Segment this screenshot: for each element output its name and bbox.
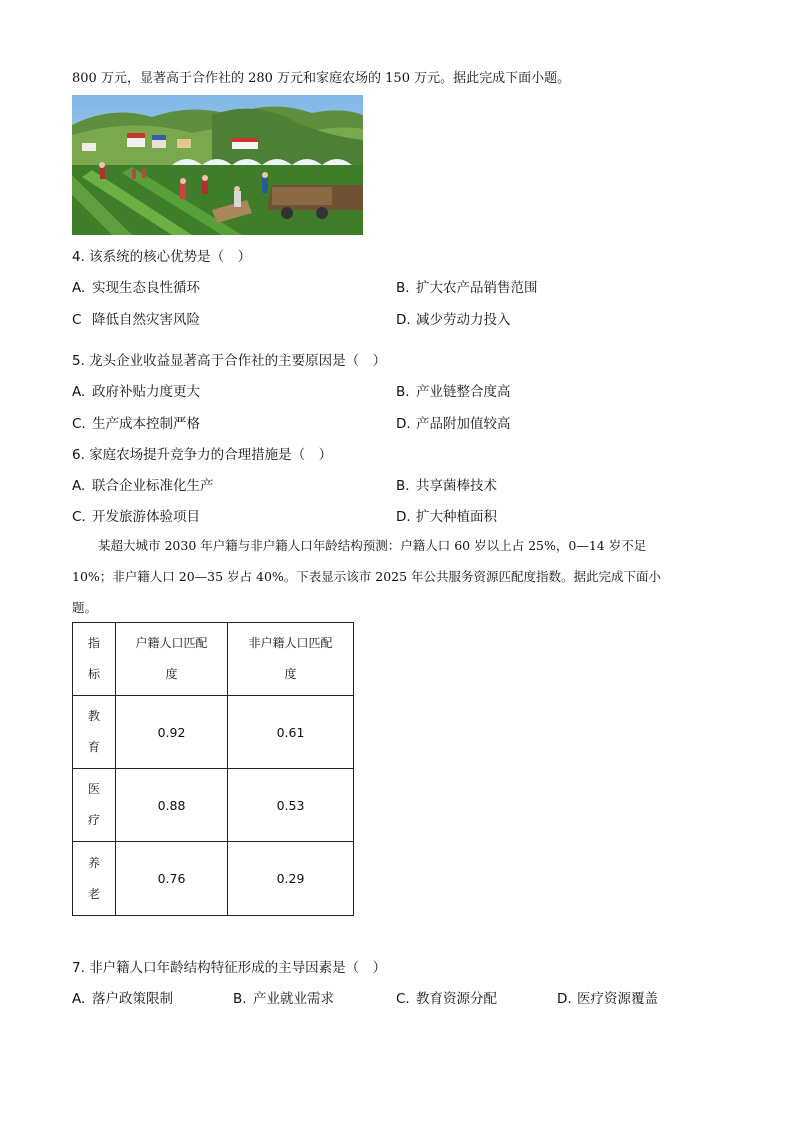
farm-photo bbox=[72, 95, 363, 235]
cell-feihuji: 0.29 bbox=[228, 842, 354, 916]
question-5-stem: 5. 龙头企业收益显著高于合作社的主要原因是（ ） bbox=[72, 353, 387, 369]
table-row bbox=[73, 696, 354, 769]
option-text: 产业链整合度高 bbox=[416, 384, 511, 400]
question-7-stem: 7. 非户籍人口年龄结构特征形成的主导因素是（ ） bbox=[72, 960, 387, 976]
header-cell-huji: 户籍人口匹配 度 bbox=[116, 623, 228, 696]
question-6-option-c[interactable] bbox=[72, 505, 200, 525]
option-text: 扩大种植面积 bbox=[416, 509, 497, 525]
intro-line: 800 万元，显著高于合作社的 280 万元和家庭农场的 150 万元。据此完成下面小题。 bbox=[72, 71, 571, 86]
question-7-option-a[interactable] bbox=[72, 987, 173, 1007]
cell-feihuji: 0.61 bbox=[228, 696, 354, 769]
question-4-option-a[interactable] bbox=[72, 276, 200, 296]
option-key: B. bbox=[396, 280, 410, 296]
cell-feihuji: 0.53 bbox=[228, 769, 354, 842]
question-5-option-a[interactable] bbox=[72, 380, 200, 400]
question-6-stem: 6. 家庭农场提升竞争力的合理措施是（ ） bbox=[72, 447, 333, 463]
row-label: 养 老 bbox=[73, 842, 116, 916]
cell-huji: 0.76 bbox=[116, 842, 228, 916]
option-text: 落户政策限制 bbox=[92, 991, 173, 1007]
option-text: 联合企业标准化生产 bbox=[92, 478, 214, 494]
option-text: 教育资源分配 bbox=[416, 991, 497, 1007]
option-key: A. bbox=[72, 384, 86, 400]
option-text: 减少劳动力投入 bbox=[416, 312, 511, 328]
option-key: C. bbox=[396, 991, 410, 1007]
question-4-option-b[interactable] bbox=[396, 276, 538, 296]
table-row bbox=[73, 769, 354, 842]
question-6-option-d[interactable] bbox=[396, 505, 497, 525]
option-key: D. bbox=[557, 991, 572, 1007]
service-match-table bbox=[72, 622, 354, 916]
option-key: A. bbox=[72, 280, 86, 296]
option-text: 共享菌棒技术 bbox=[416, 478, 497, 494]
question-5-option-b[interactable] bbox=[396, 380, 511, 400]
option-text: 医疗资源覆盖 bbox=[577, 991, 658, 1007]
question-4-option-c[interactable] bbox=[72, 308, 200, 328]
passage-line-2: 10%；非户籍人口 20—35 岁占 40%。下表显示该市 2025 年公共服务资源匹配度指数。据此完成下面小 bbox=[72, 569, 662, 584]
question-5-option-c[interactable] bbox=[72, 412, 200, 432]
option-key: A. bbox=[72, 478, 86, 494]
option-key: C. bbox=[72, 416, 86, 432]
option-key: D. bbox=[396, 416, 411, 432]
question-4-option-d[interactable] bbox=[396, 308, 511, 328]
question-7-option-b[interactable] bbox=[233, 987, 334, 1007]
option-text: 降低自然灾害风险 bbox=[92, 312, 200, 328]
option-key: B. bbox=[396, 478, 410, 494]
question-7-option-c[interactable] bbox=[396, 987, 497, 1007]
cell-huji: 0.88 bbox=[116, 769, 228, 842]
option-text: 实现生态良性循环 bbox=[92, 280, 200, 296]
option-text: 开发旅游体验项目 bbox=[92, 509, 200, 525]
table-row bbox=[73, 842, 354, 916]
passage-line-1: 某超大城市 2030 年户籍与非户籍人口年龄结构预测：户籍人口 60 岁以上占 25%，0—14 岁不足 bbox=[98, 538, 647, 553]
row-label: 医 疗 bbox=[73, 769, 116, 842]
option-text: 政府补贴力度更大 bbox=[92, 384, 200, 400]
question-4-stem: 4. 该系统的核心优势是（ ） bbox=[72, 249, 252, 265]
question-6-option-b[interactable] bbox=[396, 474, 497, 494]
question-7-option-d[interactable] bbox=[557, 987, 658, 1007]
option-text: 生产成本控制严格 bbox=[92, 416, 200, 432]
header-cell-indicator: 指 标 bbox=[73, 623, 116, 696]
question-6-option-a[interactable] bbox=[72, 474, 214, 494]
option-key: C. bbox=[72, 509, 86, 525]
option-text: 产业就业需求 bbox=[253, 991, 334, 1007]
row-label: 教 育 bbox=[73, 696, 116, 769]
header-cell-feihuji: 非户籍人口匹配 度 bbox=[228, 623, 354, 696]
option-text: 产品附加值较高 bbox=[416, 416, 511, 432]
option-key: B. bbox=[396, 384, 410, 400]
option-key: D. bbox=[396, 509, 411, 525]
option-key: B. bbox=[233, 991, 247, 1007]
question-5-option-d[interactable] bbox=[396, 412, 511, 432]
option-key: D. bbox=[396, 312, 411, 328]
option-key: A. bbox=[72, 991, 86, 1007]
option-text: 扩大农产品销售范围 bbox=[416, 280, 538, 296]
passage-line-3: 题。 bbox=[72, 600, 98, 615]
option-key: C bbox=[72, 312, 82, 328]
cell-huji: 0.92 bbox=[116, 696, 228, 769]
